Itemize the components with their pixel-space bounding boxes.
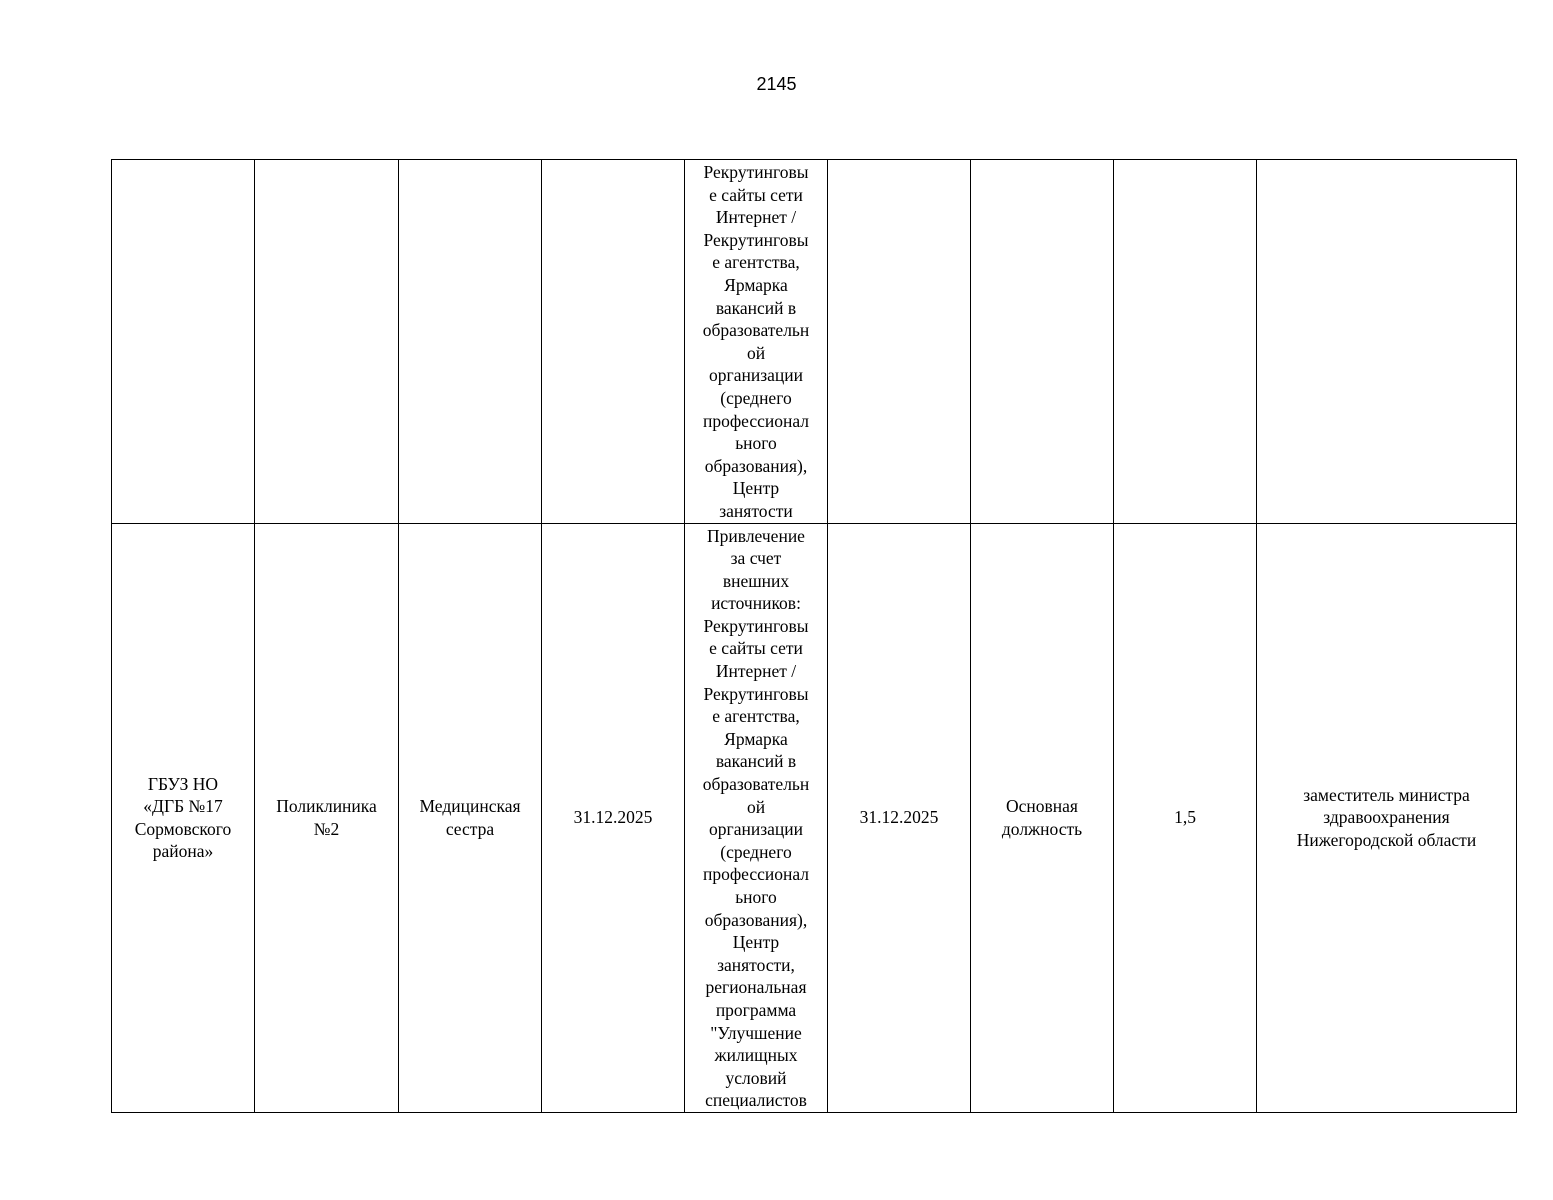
date-cell: 31.12.2025 [828,523,971,1112]
department-cell: Поликлиника №2 [255,523,399,1112]
table-row [112,523,1517,1112]
recruitment-sources-cell: Рекрутинговы е сайты сети Интернет / Рекрутинговы е агентства, Ярмарка вакансий в образовательн ой организации (среднего профессионал ьного образования), Центр занятости [685,160,828,524]
date-cell: 31.12.2025 [542,523,685,1112]
table-cell [1114,160,1257,524]
page-number: 2145 [756,74,797,94]
table-cell [1257,160,1517,524]
table-cell [971,160,1114,524]
institution-cell: ГБУЗ НО «ДГБ №17 Сормовского района» [112,523,255,1112]
table-cell [828,160,971,524]
table-cell [255,160,399,524]
table-cell [399,160,542,524]
recruitment-sources-cell: Привлечение за счет внешних источников: Рекрутинговы е сайты сети Интернет / Рекрутинговы е агентства, Ярмарка вакансий в образовательн ой организации (среднего профессионал ьного образования), Центр занятости, региональная программа "Улучшение жилищных условий специалистов [685,523,828,1112]
table-cell [112,160,255,524]
position-cell: Медицинская сестра [399,523,542,1112]
rate-cell: 1,5 [1114,523,1257,1112]
employment-type-cell: Основная должность [971,523,1114,1112]
table-row [112,160,1517,524]
table-cell [542,160,685,524]
responsible-person-cell: заместитель министра здравоохранения Нижегородской области [1257,523,1517,1112]
staffing-table [111,159,1517,1113]
